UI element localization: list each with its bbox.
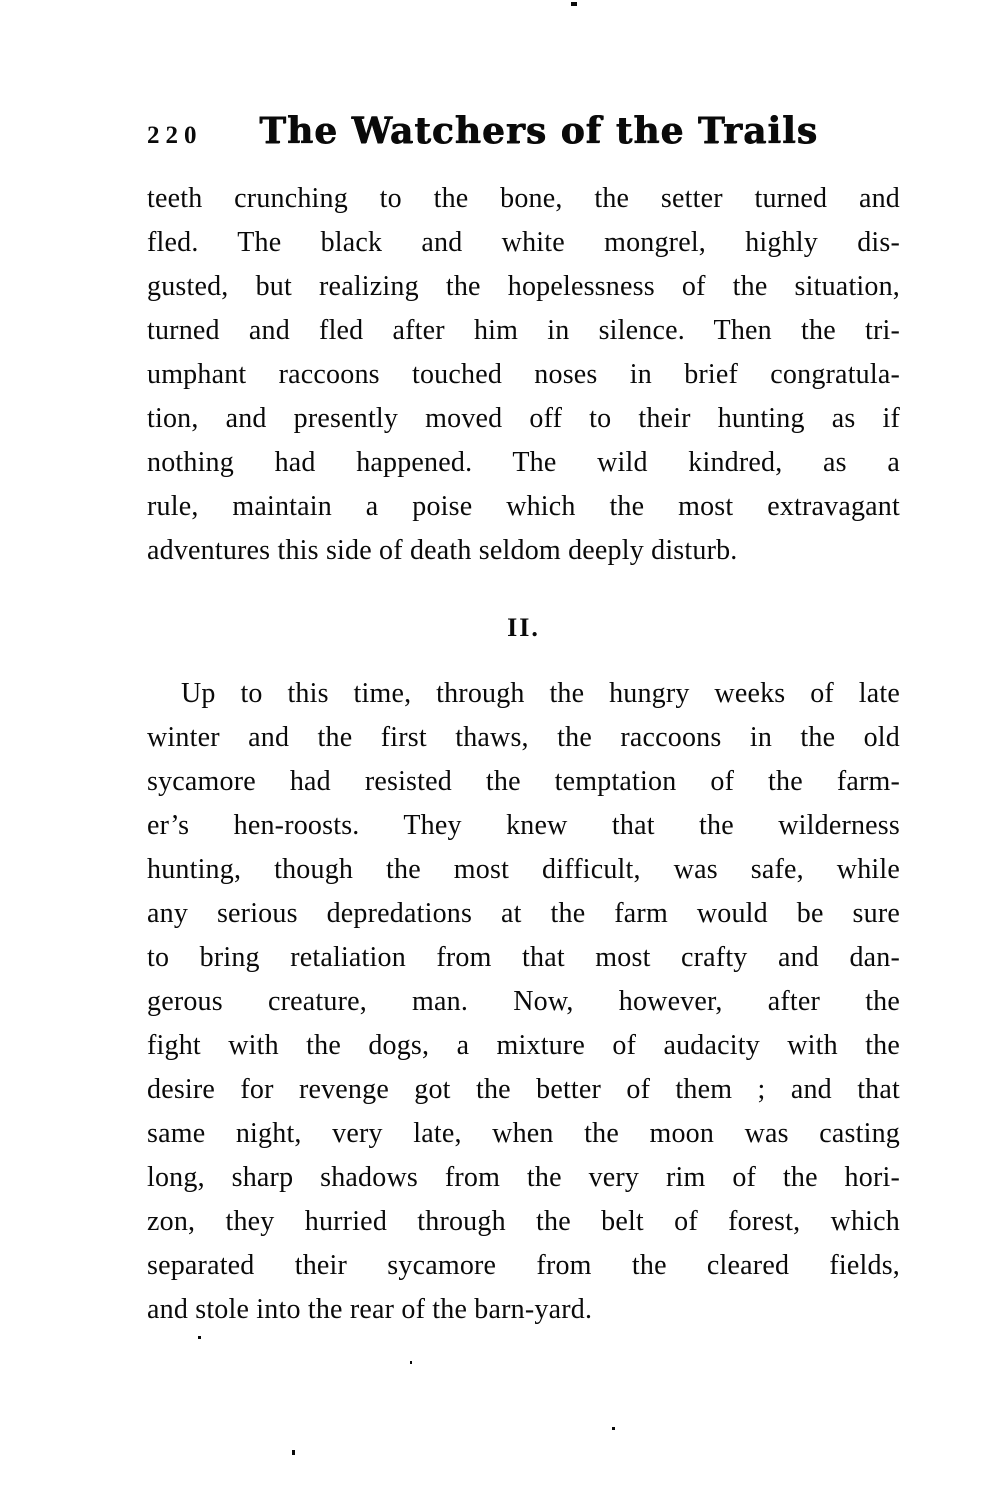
paragraph-1 xyxy=(147,177,900,573)
text-line: umphant raccoons touched noses in brief congratula- xyxy=(147,359,900,390)
text-line: hunting, though the most difficult, was safe, while xyxy=(147,854,900,885)
page-header xyxy=(147,110,900,158)
text-line: fled. The black and white mongrel, highly dis- xyxy=(147,227,900,258)
ink-speck xyxy=(198,1336,201,1339)
text-line: gusted, but realizing the hopelessness of the situation, xyxy=(147,271,900,302)
ink-speck xyxy=(292,1450,295,1455)
text-line: sycamore had resisted the temptation of the farm- xyxy=(147,766,900,797)
text-line: tion, and presently moved off to their hunting as if xyxy=(147,403,900,434)
text-line: same night, very late, when the moon was casting xyxy=(147,1118,900,1149)
text-line: to bring retaliation from that most crafty and dan- xyxy=(147,942,900,973)
text-line: zon, they hurried through the belt of forest, which xyxy=(147,1206,900,1237)
text-line: winter and the first thaws, the raccoons in the old xyxy=(147,722,900,753)
text-line: fight with the dogs, a mixture of audacity with the xyxy=(147,1030,900,1061)
text-line: gerous creature, man. Now, however, after the xyxy=(147,986,900,1017)
text-line: nothing had happened. The wild kindred, as a xyxy=(147,447,900,478)
paragraph-2 xyxy=(147,672,900,1332)
page-number: 220 xyxy=(147,122,203,149)
text-line: long, sharp shadows from the very rim of the hori- xyxy=(147,1162,900,1193)
text-line: desire for revenge got the better of them ; and that xyxy=(147,1074,900,1105)
running-title: The Watchers of the Trails xyxy=(259,110,818,152)
section-heading: II. xyxy=(507,613,540,642)
text-line: Up to this time, through the hungry weeks of late xyxy=(181,678,900,709)
ink-speck xyxy=(410,1361,412,1364)
text-line: turned and fled after him in silence. Then the tri- xyxy=(147,315,900,346)
ink-speck xyxy=(612,1427,615,1430)
text-line: teeth crunching to the bone, the setter turned and xyxy=(147,183,900,214)
text-line: adventures this side of death seldom deeply disturb. xyxy=(147,535,738,566)
ink-speck xyxy=(571,2,577,6)
text-line: any serious depredations at the farm would be sure xyxy=(147,898,900,929)
text-line: er’s hen-roosts. They knew that the wilderness xyxy=(147,810,900,841)
text-line: separated their sycamore from the cleared fields, xyxy=(147,1250,900,1281)
text-line: rule, maintain a poise which the most extravagant xyxy=(147,491,900,522)
text-line: and stole into the rear of the barn-yard. xyxy=(147,1294,593,1325)
